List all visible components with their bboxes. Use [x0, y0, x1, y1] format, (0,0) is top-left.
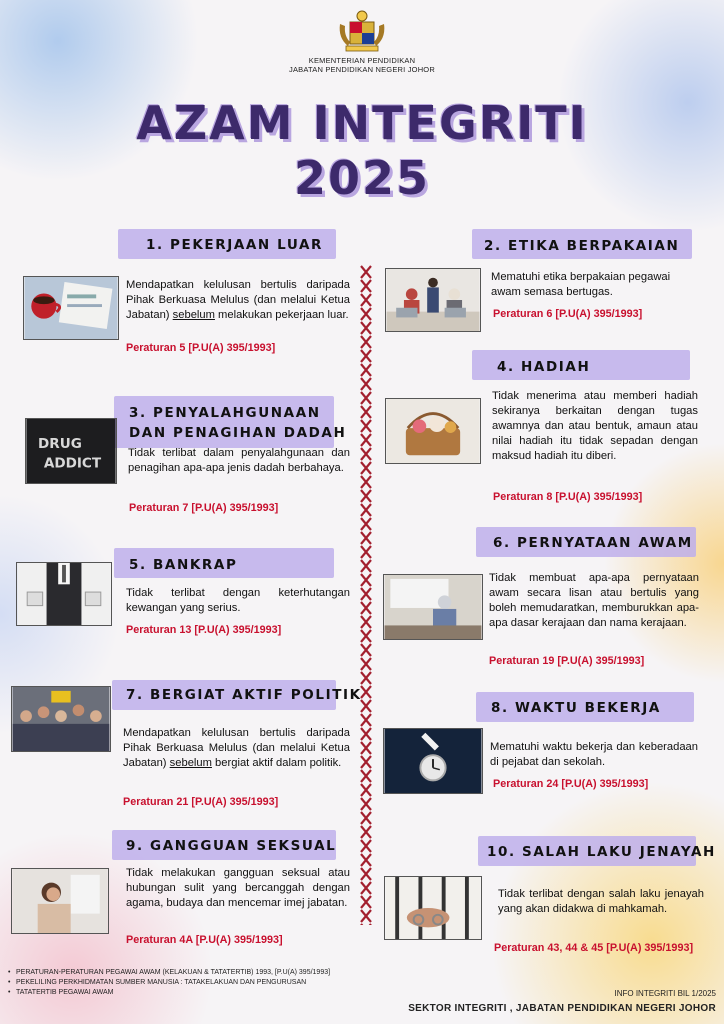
heading-gangguan-seksual: 9. GANGGUAN SEKSUAL [126, 838, 337, 854]
heading-penyalahgunaan-line2: DAN PENAGIHAN DADAH [129, 425, 347, 441]
svg-text:DRUG: DRUG [38, 436, 82, 453]
desc-penyalahgunaan: Tidak terlibat dalam penyalahgunaan dan penagihan apa-apa jenis dadah berbahaya. [128, 447, 350, 474]
svg-text:ADDICT: ADDICT [43, 455, 102, 472]
regulation-1: Peraturan 5 [P.U(A) 395/1993] [126, 342, 276, 354]
regulation-9: Peraturan 4A [P.U(A) 395/1993] [126, 934, 283, 946]
desc-pernyataan-awam: Tidak membuat apa-apa pernyataan awam secara lisan atau bertulis yang boleh memudaratkan, memburukkan apa-apa dasar kerajaan dan nama kerajaan. [489, 572, 699, 629]
heading-pernyataan-awam: 6. PERNYATAAN AWAM [493, 535, 693, 551]
desc-hadiah: Tidak menerima atau memberi hadiah sekiranya berkaitan dengan tugas awamnya dan atau bentuk, amaun atau nilai hadiah itu tidak sepadan dengan maksud hadiah itu diberi. [492, 390, 698, 462]
desc-salah-laku-jenayah: Tidak terlibat dengan salah laku jenayah yang akan didakwa di mahkamah. [498, 888, 704, 915]
regulation-7: Peraturan 21 [P.U(A) 395/1993] [123, 796, 279, 808]
footer-reference-1: • PERATURAN-PERATURAN PEGAWAI AWAM (KELAKUAN & TATATERTIB) 1993, [P.U(A) 395/1993] [8, 968, 330, 978]
heading-etika-berpakaian: 2. ETIKA BERPAKAIAN [484, 238, 680, 254]
desc-pekerjaan-luar: Mendapatkan kelulusan bertulis daripada Pihak Berkuasa Melulus (dan melalui Ketua Jabatan) sebelum melakukan pekerjaan luar. [126, 279, 350, 321]
heading-pekerjaan-luar: 1. PEKERJAAN LUAR [146, 237, 324, 253]
photo-coffee-documents [23, 276, 119, 340]
footer-reference-2-cont: • TATATERTIB PEGAWAI AWAM [8, 988, 330, 998]
coat-of-arms-icon [336, 10, 388, 54]
desc-waktu-bekerja: Mematuhi waktu bekerja dan keberadaan di pejabat dan sekolah. [490, 741, 698, 768]
photo-clock-watch [383, 728, 483, 794]
heading-salah-laku-jenayah: 10. SALAH LAKU JENAYAH [487, 844, 716, 860]
department-name: JABATAN PENDIDIKAN NEGERI JOHOR [289, 65, 435, 74]
regulation-10: Peraturan 43, 44 & 45 [P.U(A) 395/1993] [494, 942, 694, 954]
info-bulletin-number: INFO INTEGRITI BIL 1/2025 [614, 989, 716, 998]
heading-hadiah: 4. HADIAH [497, 359, 591, 375]
regulation-5: Peraturan 13 [P.U(A) 395/1993] [126, 624, 282, 636]
desc-bergiat-aktif-politik: Mendapatkan kelulusan bertulis daripada Pihak Berkuasa Melulus (dan melalui Ketua Jabatan) sebelum bergiat aktif dalam politik. [123, 727, 350, 769]
page-title-year: 2025 [293, 151, 431, 205]
photo-handcuffs-bars [384, 876, 482, 940]
ministry-name: KEMENTERIAN PENDIDIKAN [308, 56, 416, 65]
photo-empty-pockets [16, 562, 112, 626]
desc-etika-berpakaian: Mematuhi etika berpakaian pegawai awam semasa bertugas. [491, 271, 671, 298]
regulation-4: Peraturan 8 [P.U(A) 395/1993] [493, 491, 643, 503]
desc-gangguan-seksual: Tidak melakukan gangguan seksual atau hubungan sulit yang bercanggah dengan agama, budaya dan mencemar imej jabatan. [126, 867, 350, 909]
regulation-2: Peraturan 6 [P.U(A) 395/1993] [493, 308, 643, 320]
photo-public-speaker [383, 574, 483, 640]
footer-reference-2: • PEKELILING PERKHIDMATAN SUMBER MANUSIA : TATAKELAKUAN DAN PENGURUSAN [8, 978, 330, 988]
regulation-8: Peraturan 24 [P.U(A) 395/1993] [493, 778, 649, 790]
sector-name: SEKTOR INTEGRITI , JABATAN PENDIDIKAN NEGERI JOHOR [408, 1003, 716, 1014]
photo-office-staff [385, 268, 481, 332]
regulation-3: Peraturan 7 [P.U(A) 395/1993] [129, 502, 279, 514]
photo-drug-addict [25, 418, 117, 484]
heading-penyalahgunaan-line1: 3. PENYALAHGUNAAN [129, 405, 321, 421]
heading-bergiat-aktif-politik: 7. BERGIAT AKTIF POLITIK [126, 687, 362, 703]
photo-political-rally [11, 686, 111, 752]
photo-distressed-woman [11, 868, 109, 934]
photo-gift-basket [385, 398, 481, 464]
heading-bankrap: 5. BANKRAP [129, 557, 238, 573]
timeline-spine [359, 265, 373, 925]
footer-references [8, 968, 330, 998]
regulation-6: Peraturan 19 [P.U(A) 395/1993] [489, 655, 645, 667]
page-title: AZAM INTEGRITI [136, 96, 588, 150]
heading-waktu-bekerja: 8. WAKTU BEKERJA [491, 700, 661, 716]
desc-bankrap: Tidak terlibat dengan keterhutangan kewangan yang serius. [126, 587, 350, 614]
